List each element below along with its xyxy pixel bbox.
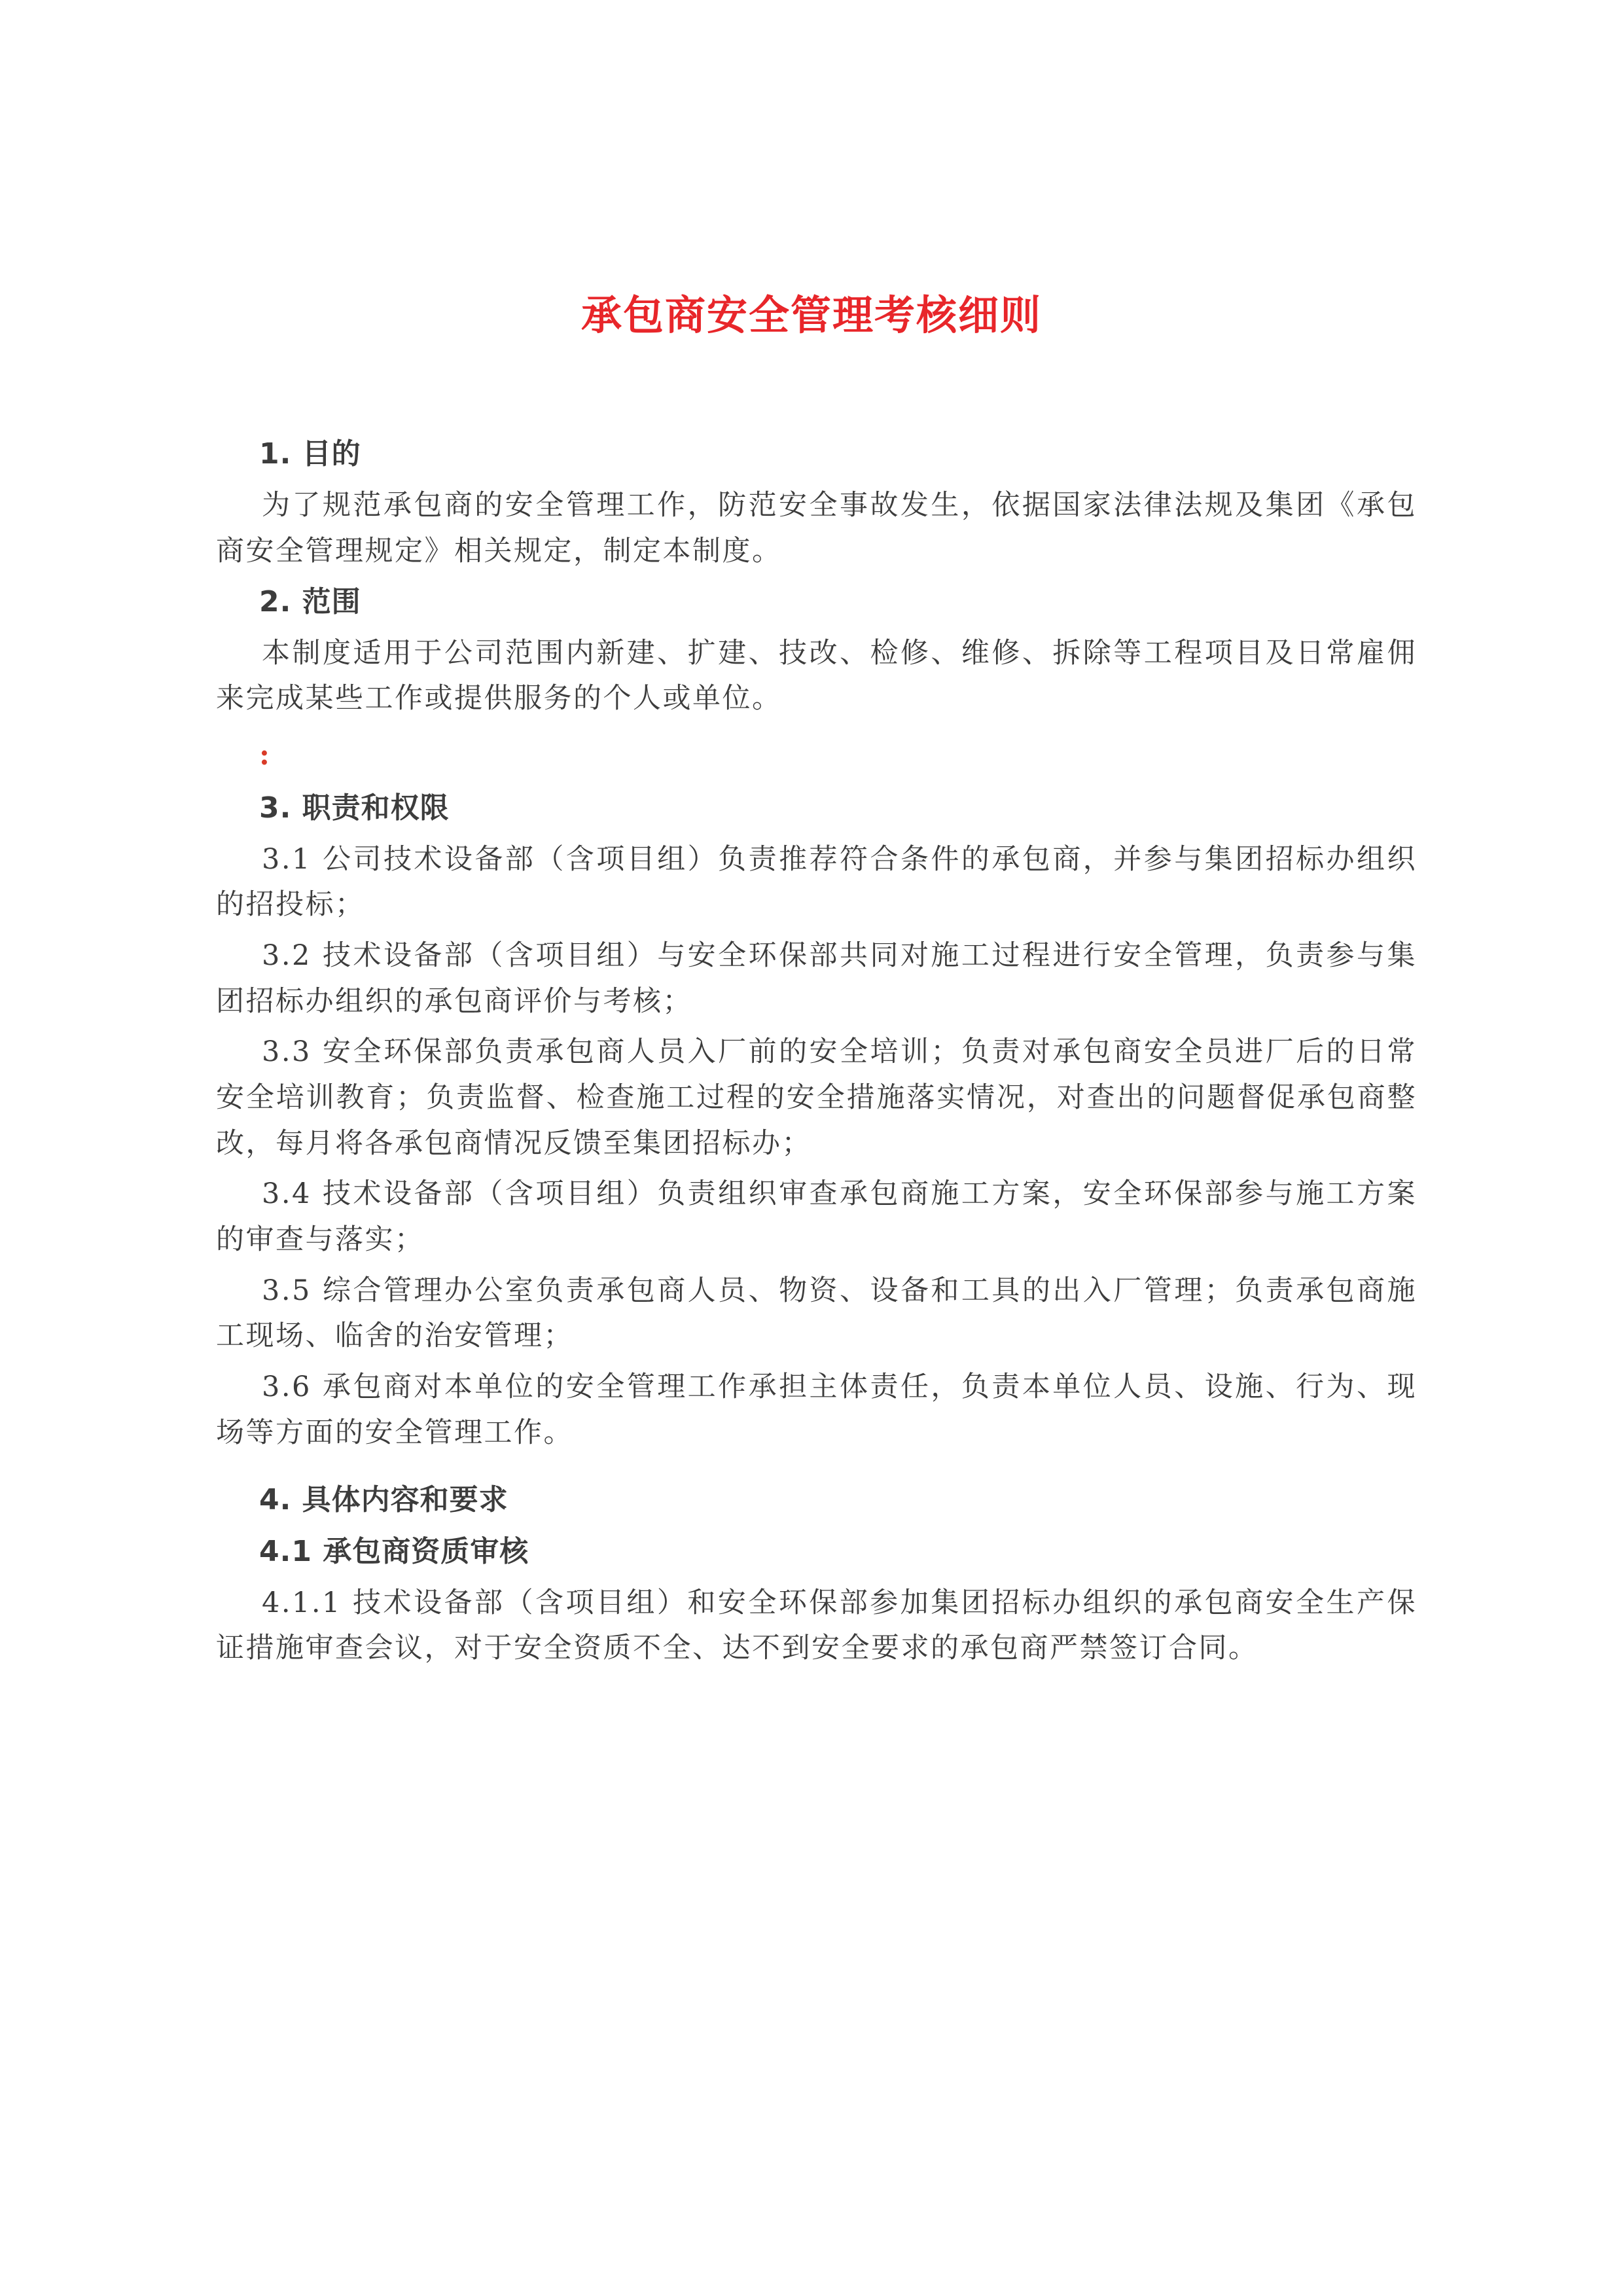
paragraph-3-5: 3.5 综合管理办公室负责承包商人员、物资、设备和工具的出入厂管理；负责承包商施工现场、临舍的治安管理； [216, 1274, 1417, 1353]
paragraph-3-6: 3.6 承包商对本单位的安全管理工作承担主体责任，负责本单位人员、设施、行为、现场等方面的安全管理工作。 [216, 1371, 1417, 1449]
section-heading-purpose: 1. 目的 [259, 437, 361, 471]
section-heading-content-requirements: 4. 具体内容和要求 [259, 1483, 508, 1517]
paragraph-3-2: 3.2 技术设备部（含项目组）与安全环保部共同对施工过程进行安全管理，负责参与集团招标办组织的承包商评价与考核； [216, 939, 1417, 1018]
paragraph-purpose-1: 为了规范承包商的安全管理工作，防范安全事故发生，依据国家法律法规及集团《承包商安全管理规定》相关规定，制定本制度。 [216, 489, 1417, 567]
paragraph-4-1-1: 4.1.1 技术设备部（含项目组）和安全环保部参加集团招标办组织的承包商安全生产保证措施审查会议，对于安全资质不全、达不到安全要求的承包商严禁签订合同。 [216, 1586, 1417, 1665]
paragraph-scope-1: 本制度适用于公司范围内新建、扩建、技改、检修、维修、拆除等工程项目及日常雇佣来完成某些工作或提供服务的个人或单位。 [216, 636, 1417, 715]
stray-colon-marker: : [259, 739, 270, 772]
section-heading-responsibilities: 3. 职责和权限 [259, 791, 450, 825]
section-heading-qualification-review: 4.1 承包商资质审核 [259, 1534, 529, 1568]
paragraph-3-1: 3.1 公司技术设备部（含项目组）负责推荐符合条件的承包商，并参与集团招标办组织的招投标； [216, 842, 1417, 922]
paragraph-3-4: 3.4 技术设备部（含项目组）负责组织审查承包商施工方案，安全环保部参与施工方案的审查与落实； [216, 1177, 1417, 1257]
page-title: 承包商安全管理考核细则 [580, 291, 1042, 339]
section-heading-scope: 2. 范围 [259, 584, 361, 619]
paragraph-3-3: 3.3 安全环保部负责承包商人员入厂前的安全培训；负责对承包商安全员进厂后的日常安全培训教育；负责监督、检查施工过程的安全措施落实情况，对查出的问题督促承包商整改，每月将各承包商情况反馈至集团招标办； [216, 1035, 1417, 1160]
document-body [216, 432, 1417, 1677]
section-spacer [216, 1461, 1417, 1478]
